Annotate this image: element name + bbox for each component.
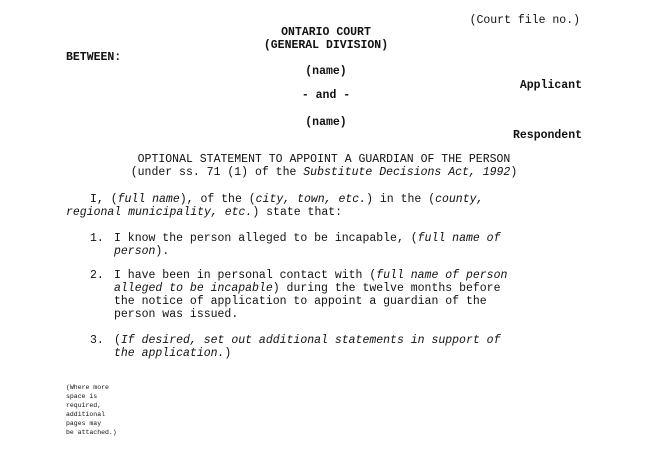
item-placeholder: the application. — [114, 347, 225, 360]
intro-placeholder-region: regional municipality, etc. — [66, 206, 253, 219]
item-2-line-2 — [114, 282, 500, 295]
margin-note-line: required, — [66, 402, 102, 409]
item-text: I have been in personal contact with ( — [114, 269, 377, 282]
item-3-line-1 — [114, 334, 500, 347]
margin-note-line: additional — [66, 411, 106, 418]
item-1-line-1 — [114, 232, 500, 245]
item-text: ) — [224, 347, 232, 360]
margin-note-line: space is — [66, 393, 98, 400]
document-title: OPTIONAL STATEMENT TO APPOINT A GUARDIAN OF THE PERSON — [137, 153, 511, 166]
intro-text: ) state that: — [252, 206, 343, 219]
subtitle-start: (under ss. 71 (1) of the — [130, 166, 304, 179]
applicant-name: (name) — [305, 65, 347, 78]
item-placeholder: alleged to be incapable — [114, 282, 273, 295]
intro-placeholder-county: county, — [435, 193, 484, 206]
and-separator: - and - — [301, 89, 351, 102]
margin-note-line: pages may — [66, 420, 102, 427]
intro-placeholder-city: city, town, etc. — [255, 193, 367, 206]
court-name: ONTARIO COURT — [281, 26, 371, 39]
document-subtitle — [86, 166, 562, 179]
item-3-line-2 — [114, 347, 231, 360]
margin-note-line: (Where more — [66, 384, 109, 391]
item-1-line-2 — [114, 245, 169, 258]
intro-text: I, ( — [90, 193, 118, 206]
intro-placeholder-name: full name — [117, 193, 180, 206]
applicant-label: Applicant — [519, 79, 582, 92]
intro-text: ) in the ( — [366, 193, 436, 206]
item-1-number: 1. — [90, 232, 104, 245]
margin-note-line: be attached.) — [66, 429, 117, 436]
item-2-line-4: person was issued. — [114, 308, 239, 321]
respondent-name: (name) — [305, 116, 347, 129]
item-text: I know the person alleged to be incapable, ( — [114, 232, 418, 245]
item-text: ) during the twelve months before — [272, 282, 501, 295]
intro-text: ), of the ( — [179, 193, 256, 206]
item-2-line-3: the notice of application to appoint a guardian of the — [114, 295, 487, 308]
item-placeholder: full name of person — [376, 269, 508, 282]
respondent-label: Respondent — [512, 129, 582, 142]
act-name: Substitute Decisions Act, 1992 — [303, 166, 511, 179]
item-placeholder: person — [114, 245, 156, 258]
between-label: BETWEEN: — [66, 51, 122, 64]
intro-line-2 — [66, 206, 342, 219]
item-text: ( — [114, 334, 121, 347]
item-placeholder: full name of — [417, 232, 501, 245]
court-file-number: (Court file no.) — [469, 14, 580, 27]
item-placeholder: If desired, set out additional statements in support of — [120, 334, 501, 347]
subtitle-end: ) — [510, 166, 518, 179]
item-2-line-1 — [114, 269, 507, 282]
item-3-number: 3. — [90, 334, 104, 347]
item-text: ). — [155, 245, 170, 258]
intro-line-1 — [90, 193, 483, 206]
item-2-number: 2. — [90, 269, 104, 282]
court-division: (GENERAL DIVISION) — [263, 39, 389, 52]
